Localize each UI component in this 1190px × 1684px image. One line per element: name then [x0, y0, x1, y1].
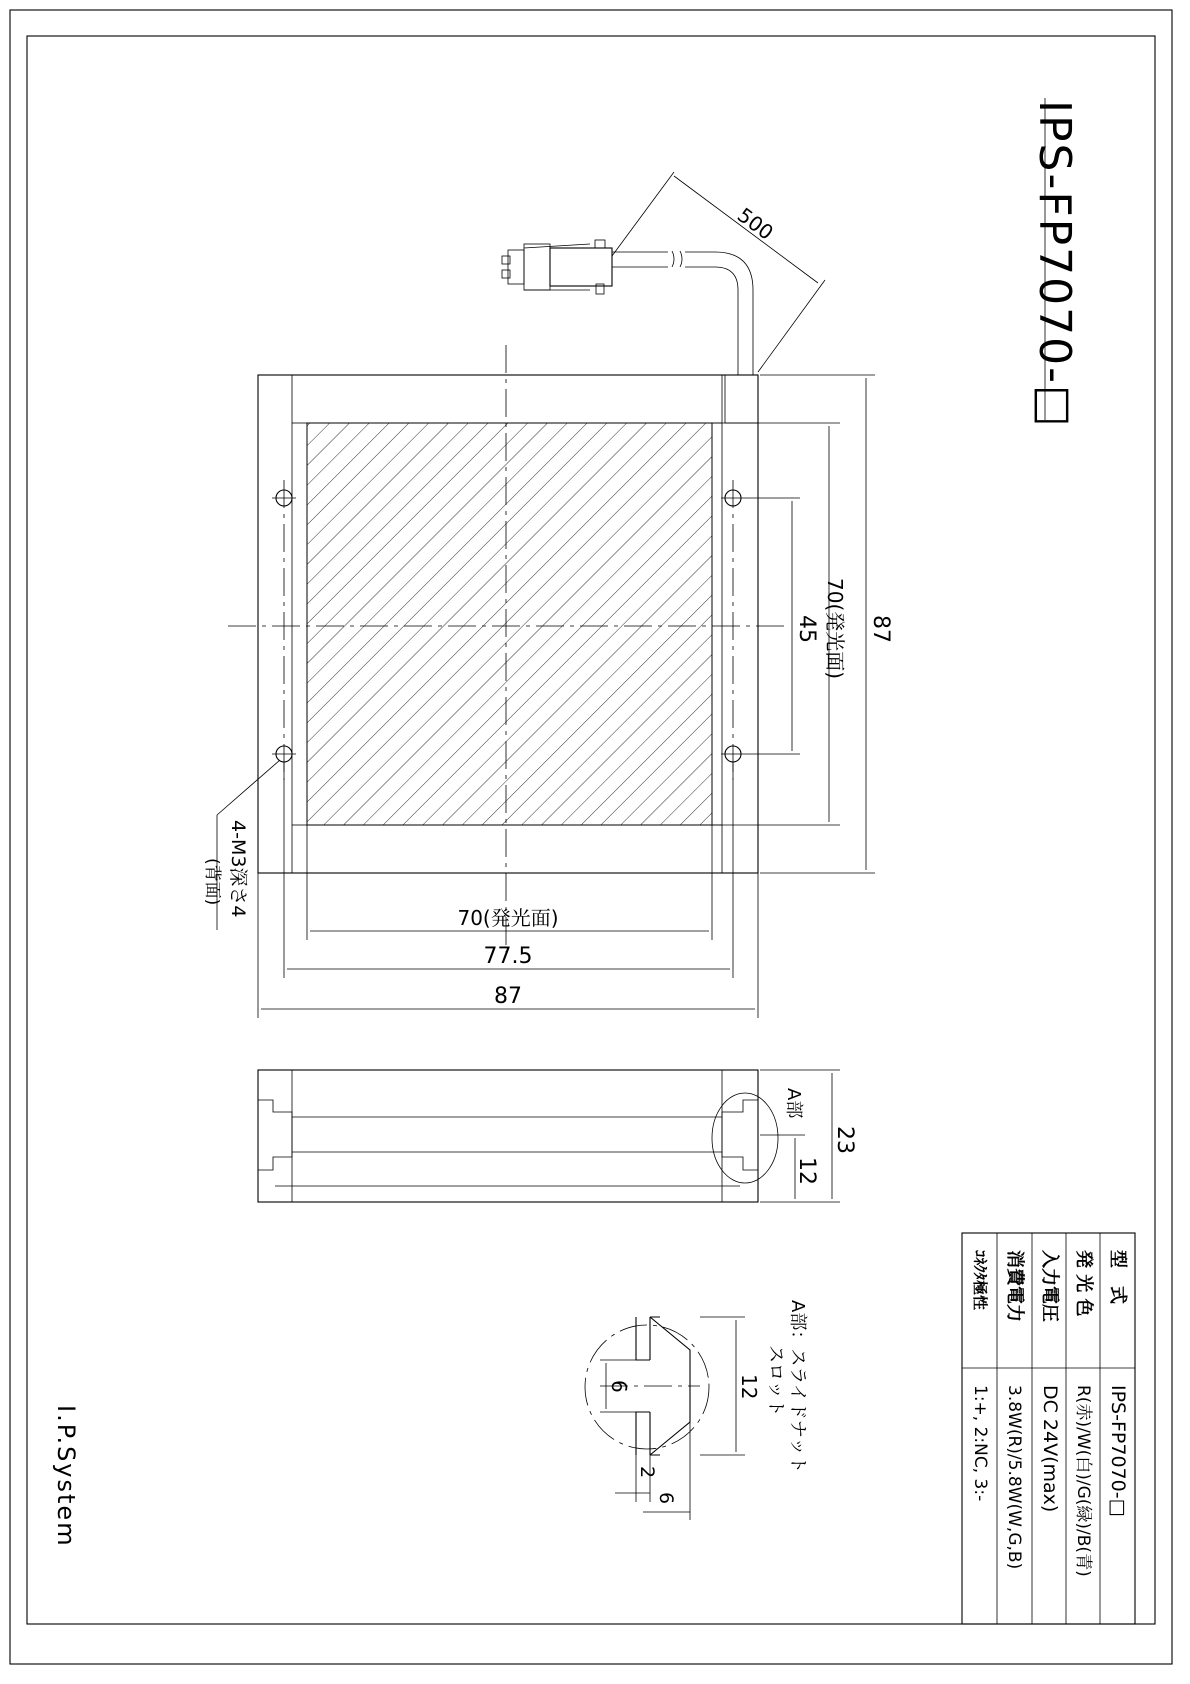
hole-callout-sublabel: (背面)	[202, 858, 222, 906]
dim-hole-span-label: 77.5	[483, 944, 533, 969]
detail-dim-6-horizontal: 6	[655, 1492, 677, 1505]
bottom-rail	[292, 825, 722, 873]
spec-label-power: 消費電力	[1004, 1250, 1025, 1322]
dim-emit-height-label: 70(発光面)	[823, 578, 847, 680]
detail-dim-6-vertical: 6	[607, 1380, 631, 1393]
detail-caption-line2: スロット	[765, 1345, 786, 1417]
detail-a-label: A部	[783, 1088, 804, 1119]
detail-view	[585, 1300, 808, 1520]
dim-slot-offset	[760, 1135, 819, 1199]
spec-label-voltage: 入力電圧	[1039, 1250, 1060, 1322]
dim-hole-pitch-label: 45	[794, 615, 819, 643]
spec-value-model: IPS-FP7070-□	[1107, 1385, 1129, 1517]
cable	[612, 251, 753, 375]
detail-caption-line1: A部：スライドナット	[787, 1300, 808, 1474]
side-body-outline	[258, 1070, 758, 1202]
left-t-slot	[258, 1100, 292, 1170]
dim-thickness-label: 23	[832, 1126, 857, 1154]
spec-label-color: 発 光 色	[1073, 1250, 1094, 1317]
outer-border	[10, 10, 1172, 1664]
drawing-title: IPS-FP7070-□	[1029, 100, 1080, 429]
dim-total-height-label: 87	[868, 615, 893, 643]
hole-callout-label: 4-M3深さ4	[227, 820, 249, 918]
spec-label-model: 型 式	[1107, 1250, 1128, 1304]
spec-table	[962, 1233, 1135, 1624]
dim-emit-width	[307, 825, 712, 940]
dim-cable-length-label: 500	[733, 202, 778, 245]
front-view	[202, 172, 893, 1018]
dim-total-width-label: 87	[494, 984, 522, 1009]
detail-dim-2: 2	[636, 1466, 658, 1479]
company-name: I.P.System	[52, 1405, 80, 1548]
spec-value-power: 3.8W(R)/5.8W(W,G,B)	[1004, 1385, 1024, 1570]
dim-emit-width-label: 70(発光面)	[457, 906, 559, 930]
hole-callout	[202, 760, 280, 930]
top-rail	[292, 375, 722, 423]
cable-gland	[725, 375, 758, 423]
side-view	[258, 1070, 857, 1202]
spec-value-polarity: 1:+, 2:NC, 3:-	[970, 1385, 990, 1502]
dim-slot-offset-label: 12	[794, 1157, 819, 1185]
spec-value-color: R(赤)/W(白)/G(緑)/B(青)	[1073, 1385, 1093, 1577]
emitting-surface	[307, 423, 712, 825]
dim-cable-length	[612, 172, 825, 372]
dim-emit-height	[712, 423, 847, 825]
right-t-slot	[722, 1100, 758, 1170]
spec-value-voltage: DC 24V(max)	[1039, 1385, 1061, 1513]
spec-label-polarity: ｺﾈｸﾀ極性	[971, 1250, 989, 1311]
detail-dim-12: 12	[737, 1374, 761, 1400]
connector-icon	[502, 240, 612, 294]
